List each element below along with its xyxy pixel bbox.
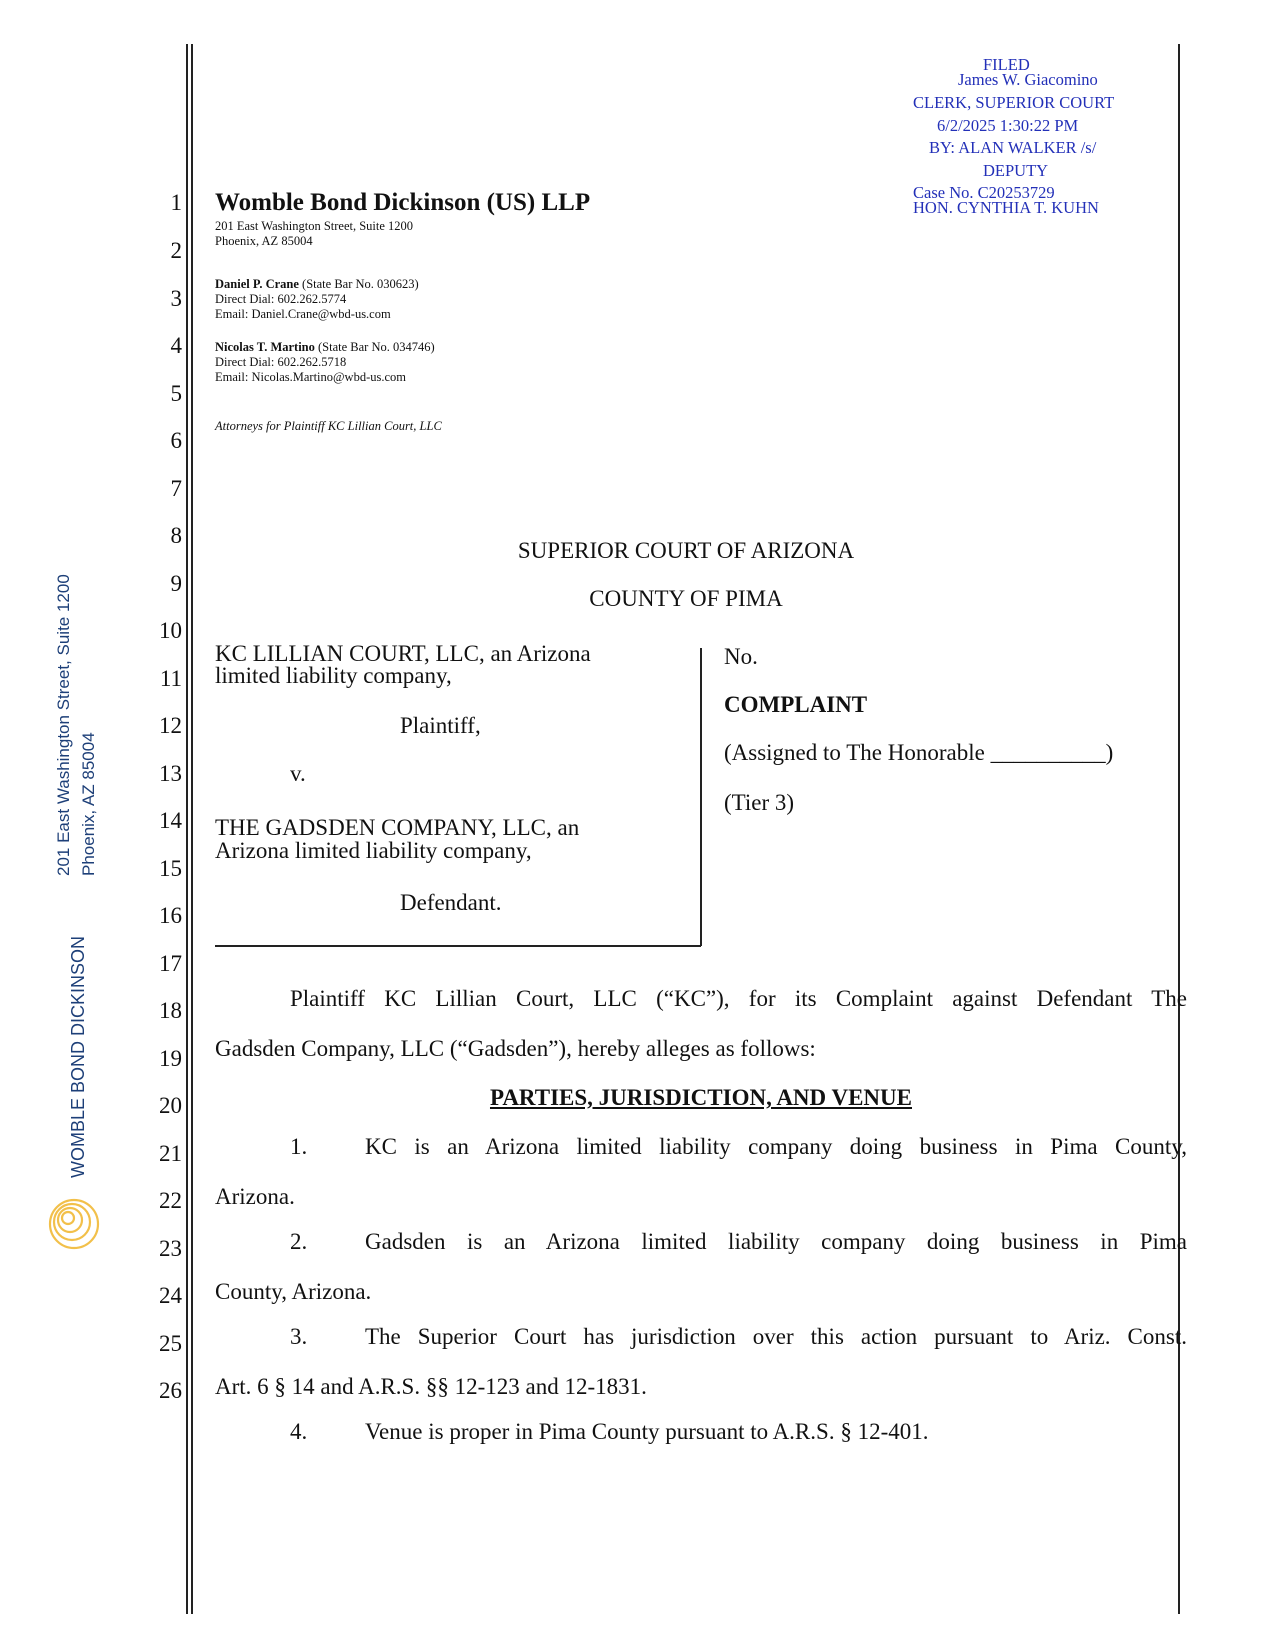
case-tier: (Tier 3) (724, 790, 795, 815)
case-number-label: No. (724, 644, 758, 669)
attorney-email: Email: Daniel.Crane@wbd-us.com (215, 307, 391, 321)
defendant-name-line1: THE GADSDEN COMPANY, LLC, an (215, 815, 580, 840)
plaintiff-name-line2: limited liability company, (215, 663, 452, 688)
paragraph (215, 1134, 1187, 1210)
line-number: 7 (170, 476, 182, 501)
intro-paragraph (215, 986, 1187, 1062)
line-number: 13 (159, 761, 182, 786)
paragraph-number: 3. (290, 1324, 308, 1349)
line-number: 16 (159, 903, 182, 928)
court-name: SUPERIOR COURT OF ARIZONA (517, 538, 855, 563)
attorney-block (215, 340, 435, 385)
document-title: COMPLAINT (724, 692, 868, 717)
stamp-clerk-name: James W. Giacomino (958, 70, 1098, 89)
left-margin-rule-inner (191, 44, 193, 1614)
line-number: 18 (159, 998, 182, 1023)
plaintiff-role: Plaintiff, (400, 713, 481, 738)
attorney-name: Nicolas T. Martino (215, 340, 315, 354)
paragraph-line: Gadsden is an Arizona limited liability company doing business in Pima (365, 1229, 1187, 1254)
attorney-phone: Direct Dial: 602.262.5718 (215, 355, 347, 369)
line-number: 5 (170, 381, 182, 406)
line-number: 20 (159, 1093, 182, 1118)
attorney-block (215, 277, 419, 322)
line-number: 8 (170, 523, 182, 548)
paragraph-line: Venue is proper in Pima County pursuant to A.R.S. § 12-401. (365, 1419, 929, 1444)
line-number: 6 (170, 428, 182, 453)
stamp-case-no: Case No. C20253729 (913, 183, 1055, 202)
line-number: 9 (170, 571, 182, 596)
defendant-role: Defendant. (400, 890, 502, 915)
paragraph (215, 1419, 1187, 1445)
firm-name: Womble Bond Dickinson (US) LLP (215, 189, 591, 216)
line-number: 3 (170, 286, 182, 311)
attorney-phone: Direct Dial: 602.262.5774 (215, 292, 347, 306)
stamp-deputy: DEPUTY (983, 161, 1049, 180)
line-number: 23 (159, 1236, 182, 1261)
section-heading: PARTIES, JURISDICTION, AND VENUE (489, 1085, 912, 1110)
line-number: 11 (159, 666, 182, 691)
line-number: 24 (159, 1283, 182, 1308)
attorney-bar-number: (State Bar No. 034746) (318, 340, 435, 354)
paragraph (215, 1229, 1187, 1305)
left-margin-rule-outer (186, 44, 188, 1614)
stamp-timestamp: 6/2/2025 1:30:22 PM (937, 116, 1079, 135)
assigned-judge: (Assigned to The Honorable __________) (724, 740, 1114, 765)
sidebar-address-line2: Phoenix, AZ 85004 (79, 732, 98, 876)
plaintiff-name-line1: KC LILLIAN COURT, LLC, an Arizona (215, 641, 591, 666)
attorney-bar-number: (State Bar No. 030623) (302, 277, 419, 291)
paragraph-line: Arizona. (215, 1184, 295, 1209)
caption-bottom-rule (215, 945, 701, 947)
stamp-by: BY: ALAN WALKER /s/ (929, 138, 1097, 157)
paragraph-line: KC is an Arizona limited liability company doing business in Pima County, (365, 1134, 1187, 1159)
line-number: 10 (159, 618, 182, 643)
court-county: COUNTY OF PIMA (589, 586, 783, 611)
firm-logo (44, 1190, 100, 1260)
line-number: 1 (170, 190, 182, 215)
defendant-name-line2: Arizona limited liability company, (215, 838, 532, 863)
paragraph-line: County, Arizona. (215, 1279, 372, 1304)
intro-line: Gadsden Company, LLC (“Gadsden”), hereby alleges as follows: (215, 1036, 816, 1061)
caption-vertical-rule (700, 648, 702, 946)
paragraph (215, 1324, 1187, 1400)
versus: v. (290, 761, 306, 786)
firm-address-line1: 201 East Washington Street, Suite 1200 (215, 219, 414, 233)
paragraph-line: Art. 6 § 14 and A.R.S. §§ 12-123 and 12-1831. (215, 1374, 647, 1399)
line-number: 17 (159, 951, 182, 976)
line-number: 15 (159, 856, 182, 881)
line-number: 4 (170, 333, 182, 358)
line-number: 19 (159, 1046, 182, 1071)
paragraph-number: 2. (290, 1229, 308, 1254)
stamp-clerk-title: CLERK, SUPERIOR COURT (913, 93, 1115, 112)
line-number: 21 (159, 1141, 182, 1166)
attorney-name: Daniel P. Crane (215, 277, 299, 291)
intro-line: Plaintiff KC Lillian Court, LLC (“KC”), for its Complaint against Defendant The (290, 986, 1187, 1011)
line-number: 22 (159, 1188, 182, 1213)
sidebar-address-line1: 201 East Washington Street, Suite 1200 (54, 574, 73, 876)
paragraph-number: 4. (290, 1419, 308, 1444)
stamp-judge: HON. CYNTHIA T. KUHN (913, 198, 1099, 217)
attorney-email: Email: Nicolas.Martino@wbd-us.com (215, 370, 406, 384)
attorneys-for: Attorneys for Plaintiff KC Lillian Court, LLC (215, 419, 442, 433)
firm-address-line2: Phoenix, AZ 85004 (215, 234, 313, 248)
line-number: 12 (159, 713, 182, 738)
line-number: 25 (159, 1331, 182, 1356)
stamp-status: FILED (983, 55, 1030, 74)
sidebar-firm-name: WOMBLE BOND DICKINSON (68, 935, 88, 1178)
paragraph-number: 1. (290, 1134, 308, 1159)
line-number: 2 (170, 238, 182, 263)
line-number: 14 (159, 808, 182, 833)
line-number: 26 (159, 1378, 182, 1403)
paragraph-line: The Superior Court has jurisdiction over this action pursuant to Ariz. Const. (365, 1324, 1187, 1349)
